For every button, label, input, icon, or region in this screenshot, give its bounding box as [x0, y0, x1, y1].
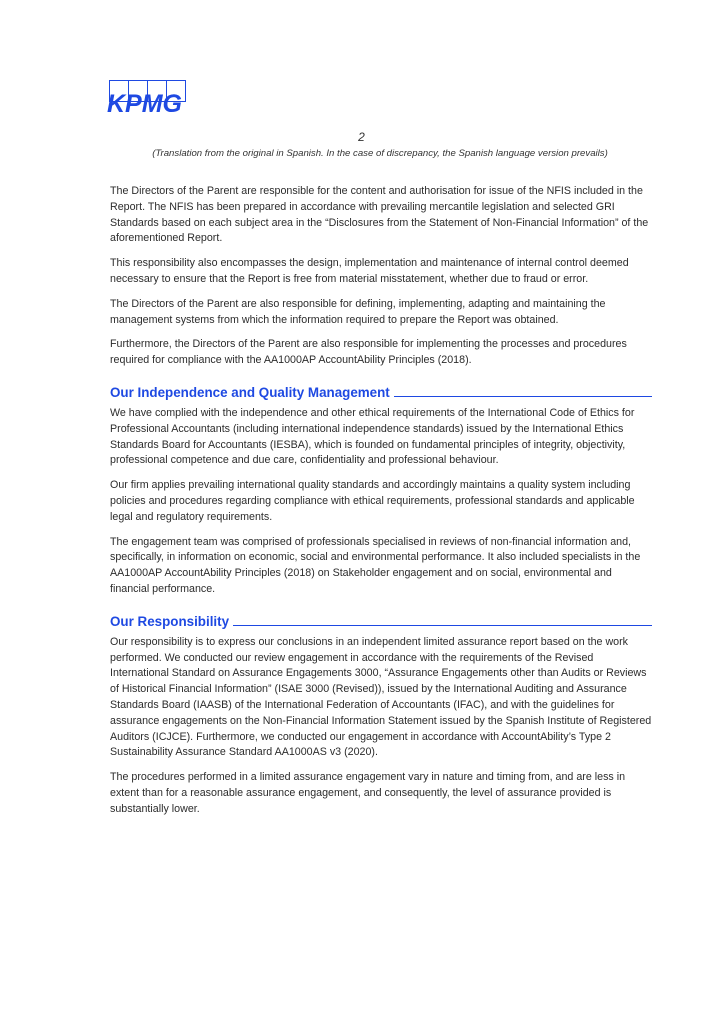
paragraph: The engagement team was comprised of professionals specialised in reviews of non-financial information and, specifically, in information on economic, social and environmental performance. It also included specialists in the AA1000AP AccountAbility Principles (2018) on Stakeholder engagement and on social, environmental and financial performance.	[110, 535, 641, 595]
paragraph: The Directors of the Parent are responsible for the content and authorisation for issue of the NFIS included in the Report. The NFIS has been prepared in accordance with prevailing mercantile legislation and selected GRI Standards based on each subject area in the “Disclosures from the Statement of Non-Financial Information” of the aforementioned Report.	[110, 185, 649, 245]
heading-rule	[233, 625, 652, 626]
section-title: Our Responsibility	[110, 613, 230, 629]
translation-note: (Translation from the original in Spanish. In the case of discrepancy, the Spanish language version prevails)	[152, 148, 608, 159]
section-title: Our Independence and Quality Management	[110, 384, 390, 400]
heading-rule	[394, 396, 652, 397]
document-body	[110, 184, 652, 827]
paragraph: The procedures performed in a limited assurance engagement vary in nature and timing from, and are less in extent than for a reasonable assurance engagement, and consequently, the level of assurance provided is substantially lower.	[110, 771, 626, 815]
section-heading-independence	[110, 385, 652, 400]
paragraph: This responsibility also encompasses the design, implementation and maintenance of internal control deemed necessary to ensure that the Report is free from material misstatement, whether due to fraud or error.	[110, 257, 629, 285]
kpmg-logo	[107, 80, 199, 118]
page-number: 2	[358, 130, 365, 144]
logo-wordmark: KPMG	[107, 90, 182, 118]
section-heading-responsibility	[110, 614, 652, 629]
paragraph: We have complied with the independence and other ethical requirements of the International Code of Ethics for Professional Accountants (including international independence standards) issued by the International Ethics Standards Board for Accountants (IESBA), which is founded on fundamental principles of integrity, objectivity, professional competence and due care, confidentiality and professional behaviour.	[110, 406, 635, 467]
paragraph: Our responsibility is to express our conclusions in an independent limited assurance report based on the work performed. We conducted our review engagement in accordance with the requirements of the Revised International Standard on Assurance Engagements 3000, “Assurance Engagements other than Audits or Reviews of Historical Financial Information” (ISAE 3000 (Revised)), issued by the International Auditing and Assurance Standards Board (IAASB) of the International Federation of Accountants (IFAC), and with the guidelines for assurance engagements on the Non-Financial Information Statement issued by the Spanish Institute of Registered Auditors (ICJCE). Furthermore, we conducted our engagement in accordance with AccountAbility’s Type 2 Sustainability Assurance Standard AA1000AS v3 (2020).	[110, 635, 652, 759]
paragraph: Our firm applies prevailing international quality standards and accordingly maintains a quality system including policies and procedures regarding compliance with ethical requirements, professional standards and applicable legal and regulatory requirements.	[110, 479, 635, 523]
paragraph: Furthermore, the Directors of the Parent are also responsible for implementing the processes and procedures required for compliance with the AA1000AP AccountAbility Principles (2018).	[110, 338, 627, 367]
paragraph: The Directors of the Parent are also responsible for defining, implementing, adapting and maintaining the management systems from which the information required to prepare the Report was obtained.	[110, 297, 606, 326]
